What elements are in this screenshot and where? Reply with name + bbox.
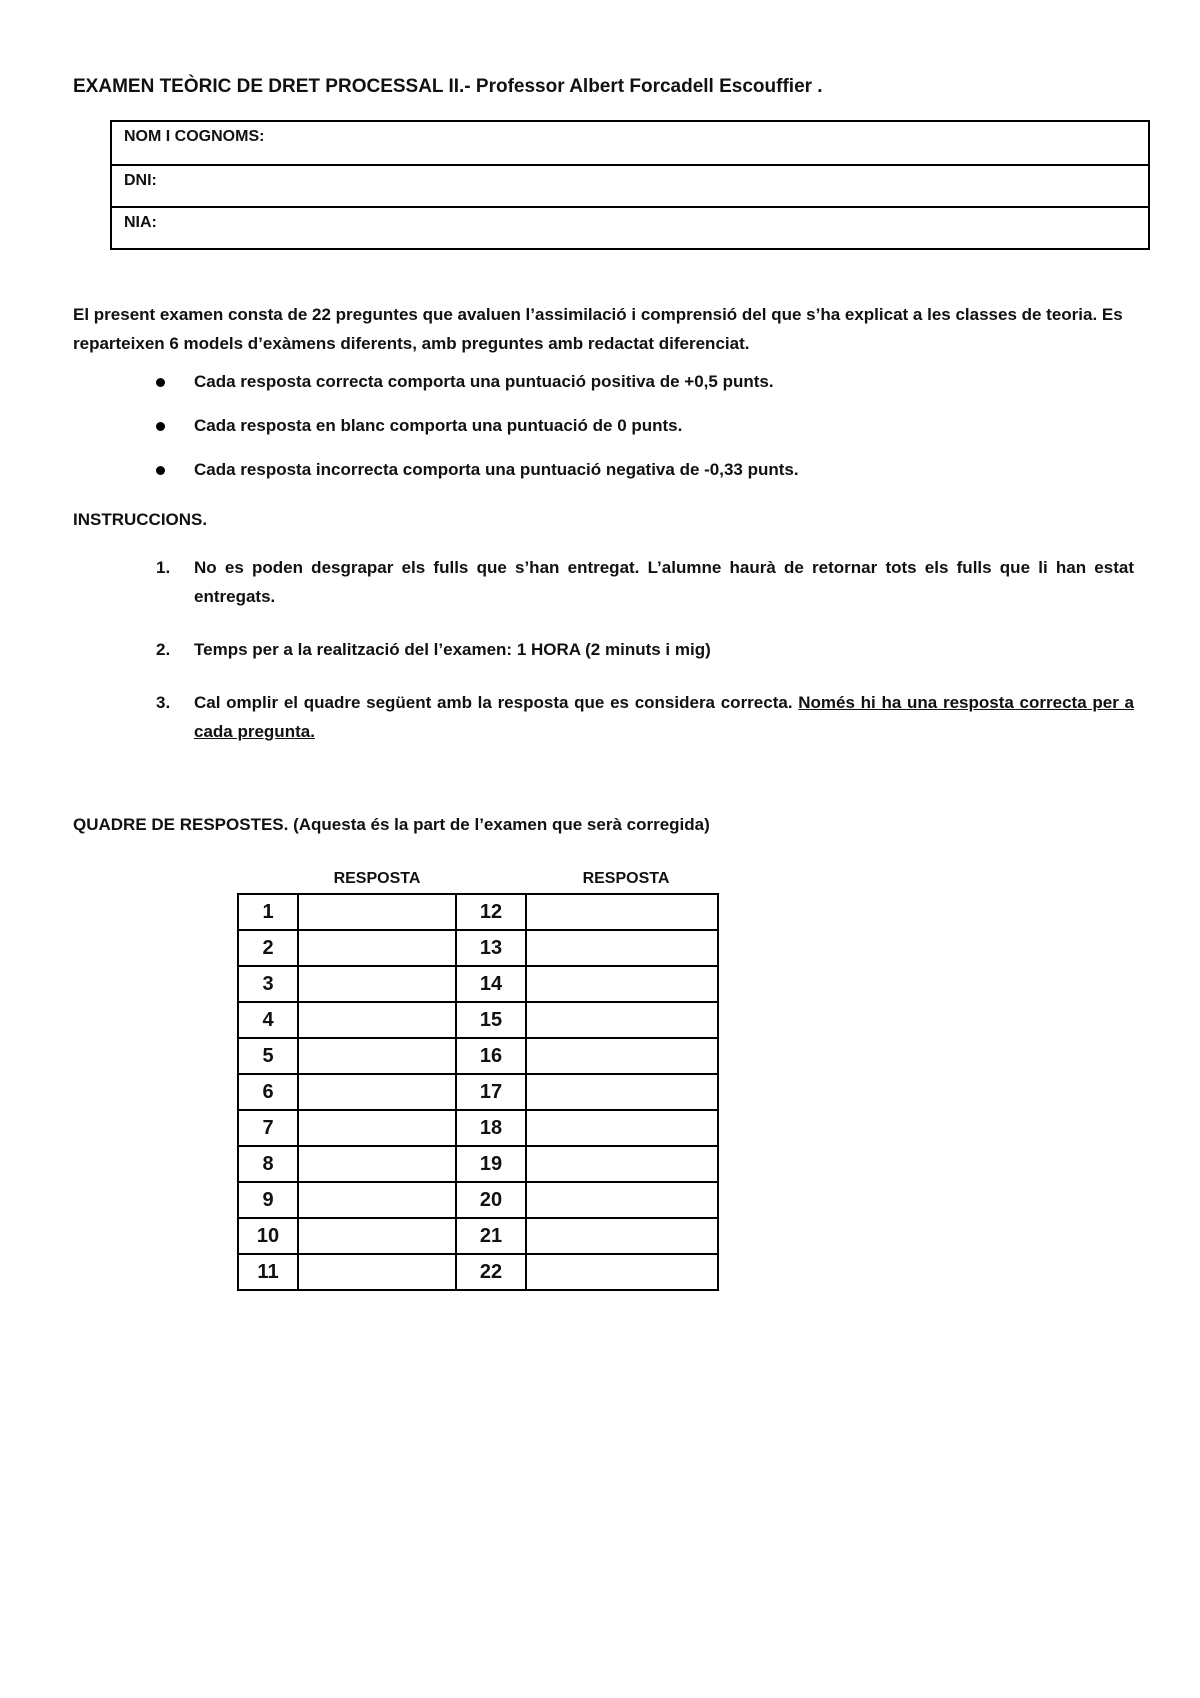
answer-cell[interactable] bbox=[526, 894, 718, 930]
question-number: 13 bbox=[456, 930, 526, 966]
table-row bbox=[238, 930, 718, 966]
question-number: 18 bbox=[456, 1110, 526, 1146]
answer-cell[interactable] bbox=[298, 966, 456, 1002]
name-label: NOM I COGNOMS: bbox=[124, 128, 265, 145]
question-number: 7 bbox=[238, 1110, 298, 1146]
table-row bbox=[238, 1002, 718, 1038]
table-row bbox=[238, 1146, 718, 1182]
intro-paragraph: El present examen consta de 22 preguntes que avaluen l’assimilació i comprensió del que s’ha explicat a les classes de teoria. Es reparteixen 6 models d’exàmens diferents, amb preguntes amb redactat diferenciat. bbox=[73, 305, 1123, 353]
item-number: 2. bbox=[156, 640, 171, 659]
question-number: 14 bbox=[456, 966, 526, 1002]
table-row bbox=[238, 1254, 718, 1290]
answer-cell[interactable] bbox=[298, 1182, 456, 1218]
scoring-item-text: Cada resposta correcta comporta una puntuació positiva de +0,5 punts. bbox=[194, 372, 774, 391]
answer-cell[interactable] bbox=[298, 930, 456, 966]
answer-cell[interactable] bbox=[526, 930, 718, 966]
question-number: 17 bbox=[456, 1074, 526, 1110]
answer-cell[interactable] bbox=[526, 1254, 718, 1290]
answer-cell[interactable] bbox=[298, 1110, 456, 1146]
nia-label: NIA: bbox=[124, 214, 157, 231]
student-id-box bbox=[110, 120, 1150, 250]
answer-sheet-heading: QUADRE DE RESPOSTES. (Aquesta és la part de l’examen que serà corregida) bbox=[73, 815, 710, 834]
question-number: 11 bbox=[238, 1254, 298, 1290]
answer-cell[interactable] bbox=[526, 1146, 718, 1182]
answer-cell[interactable] bbox=[298, 1074, 456, 1110]
answer-cell[interactable] bbox=[526, 966, 718, 1002]
instruction-text: Cal omplir el quadre següent amb la resposta que es considera correcta. bbox=[194, 693, 799, 712]
question-number: 16 bbox=[456, 1038, 526, 1074]
question-number: 15 bbox=[456, 1002, 526, 1038]
table-row bbox=[238, 894, 718, 930]
name-field[interactable] bbox=[112, 122, 1148, 164]
answer-cell[interactable] bbox=[526, 1182, 718, 1218]
item-number: 1. bbox=[156, 558, 171, 577]
table-row bbox=[238, 1038, 718, 1074]
dni-field[interactable] bbox=[112, 164, 1148, 206]
instruction-text: Temps per a la realització del l’examen: 1 HORA (2 minuts i mig) bbox=[194, 640, 711, 659]
question-number: 22 bbox=[456, 1254, 526, 1290]
bullet-icon bbox=[156, 466, 165, 475]
instructions-list bbox=[150, 553, 1134, 746]
list-item bbox=[150, 635, 1134, 688]
table-row bbox=[238, 1110, 718, 1146]
column-label-right: RESPOSTA bbox=[582, 870, 670, 887]
nia-field[interactable] bbox=[112, 206, 1148, 248]
dni-label: DNI: bbox=[124, 172, 157, 189]
answer-cell[interactable] bbox=[526, 1218, 718, 1254]
instruction-text: No es poden desgrapar els fulls que s’han entregat. L’alumne haurà de retornar tots els fulls que li han estat entregats. bbox=[194, 558, 1134, 606]
question-number: 9 bbox=[238, 1182, 298, 1218]
list-item bbox=[150, 457, 1110, 501]
question-number: 21 bbox=[456, 1218, 526, 1254]
question-number: 5 bbox=[238, 1038, 298, 1074]
table-row bbox=[238, 1182, 718, 1218]
scoring-item-text: Cada resposta incorrecta comporta una puntuació negativa de -0,33 punts. bbox=[194, 460, 799, 479]
answer-cell[interactable] bbox=[298, 1038, 456, 1074]
list-item bbox=[150, 553, 1134, 635]
table-row bbox=[238, 1218, 718, 1254]
bullet-icon bbox=[156, 422, 165, 431]
list-item bbox=[150, 413, 1110, 457]
item-number: 3. bbox=[156, 693, 171, 712]
question-number: 19 bbox=[456, 1146, 526, 1182]
answer-cell[interactable] bbox=[298, 1218, 456, 1254]
question-number: 4 bbox=[238, 1002, 298, 1038]
instruction-underlined-text: Només hi ha una resposta correcta per a cada pregunta. bbox=[194, 693, 1134, 741]
bullet-icon bbox=[156, 378, 165, 387]
answer-cell[interactable] bbox=[298, 1146, 456, 1182]
column-label-left: RESPOSTA bbox=[333, 870, 421, 887]
answer-cell[interactable] bbox=[298, 1002, 456, 1038]
answer-cell[interactable] bbox=[298, 1254, 456, 1290]
scoring-list bbox=[150, 369, 1110, 501]
question-number: 12 bbox=[456, 894, 526, 930]
instructions-heading: INSTRUCCIONS. bbox=[73, 510, 208, 529]
answer-cell[interactable] bbox=[526, 1074, 718, 1110]
answer-cell[interactable] bbox=[526, 1038, 718, 1074]
table-row bbox=[238, 1074, 718, 1110]
answer-cell[interactable] bbox=[526, 1110, 718, 1146]
list-item bbox=[150, 369, 1110, 413]
answer-table bbox=[237, 893, 719, 1291]
scoring-item-text: Cada resposta en blanc comporta una puntuació de 0 punts. bbox=[194, 416, 683, 435]
list-item bbox=[150, 688, 1134, 746]
answer-cell[interactable] bbox=[526, 1002, 718, 1038]
exam-title: EXAMEN TEÒRIC DE DRET PROCESSAL II.- Professor Albert Forcadell Escouffier . bbox=[73, 76, 823, 97]
question-number: 1 bbox=[238, 894, 298, 930]
question-number: 8 bbox=[238, 1146, 298, 1182]
answer-cell[interactable] bbox=[298, 894, 456, 930]
question-number: 3 bbox=[238, 966, 298, 1002]
table-row bbox=[238, 966, 718, 1002]
question-number: 20 bbox=[456, 1182, 526, 1218]
question-number: 2 bbox=[238, 930, 298, 966]
question-number: 10 bbox=[238, 1218, 298, 1254]
question-number: 6 bbox=[238, 1074, 298, 1110]
